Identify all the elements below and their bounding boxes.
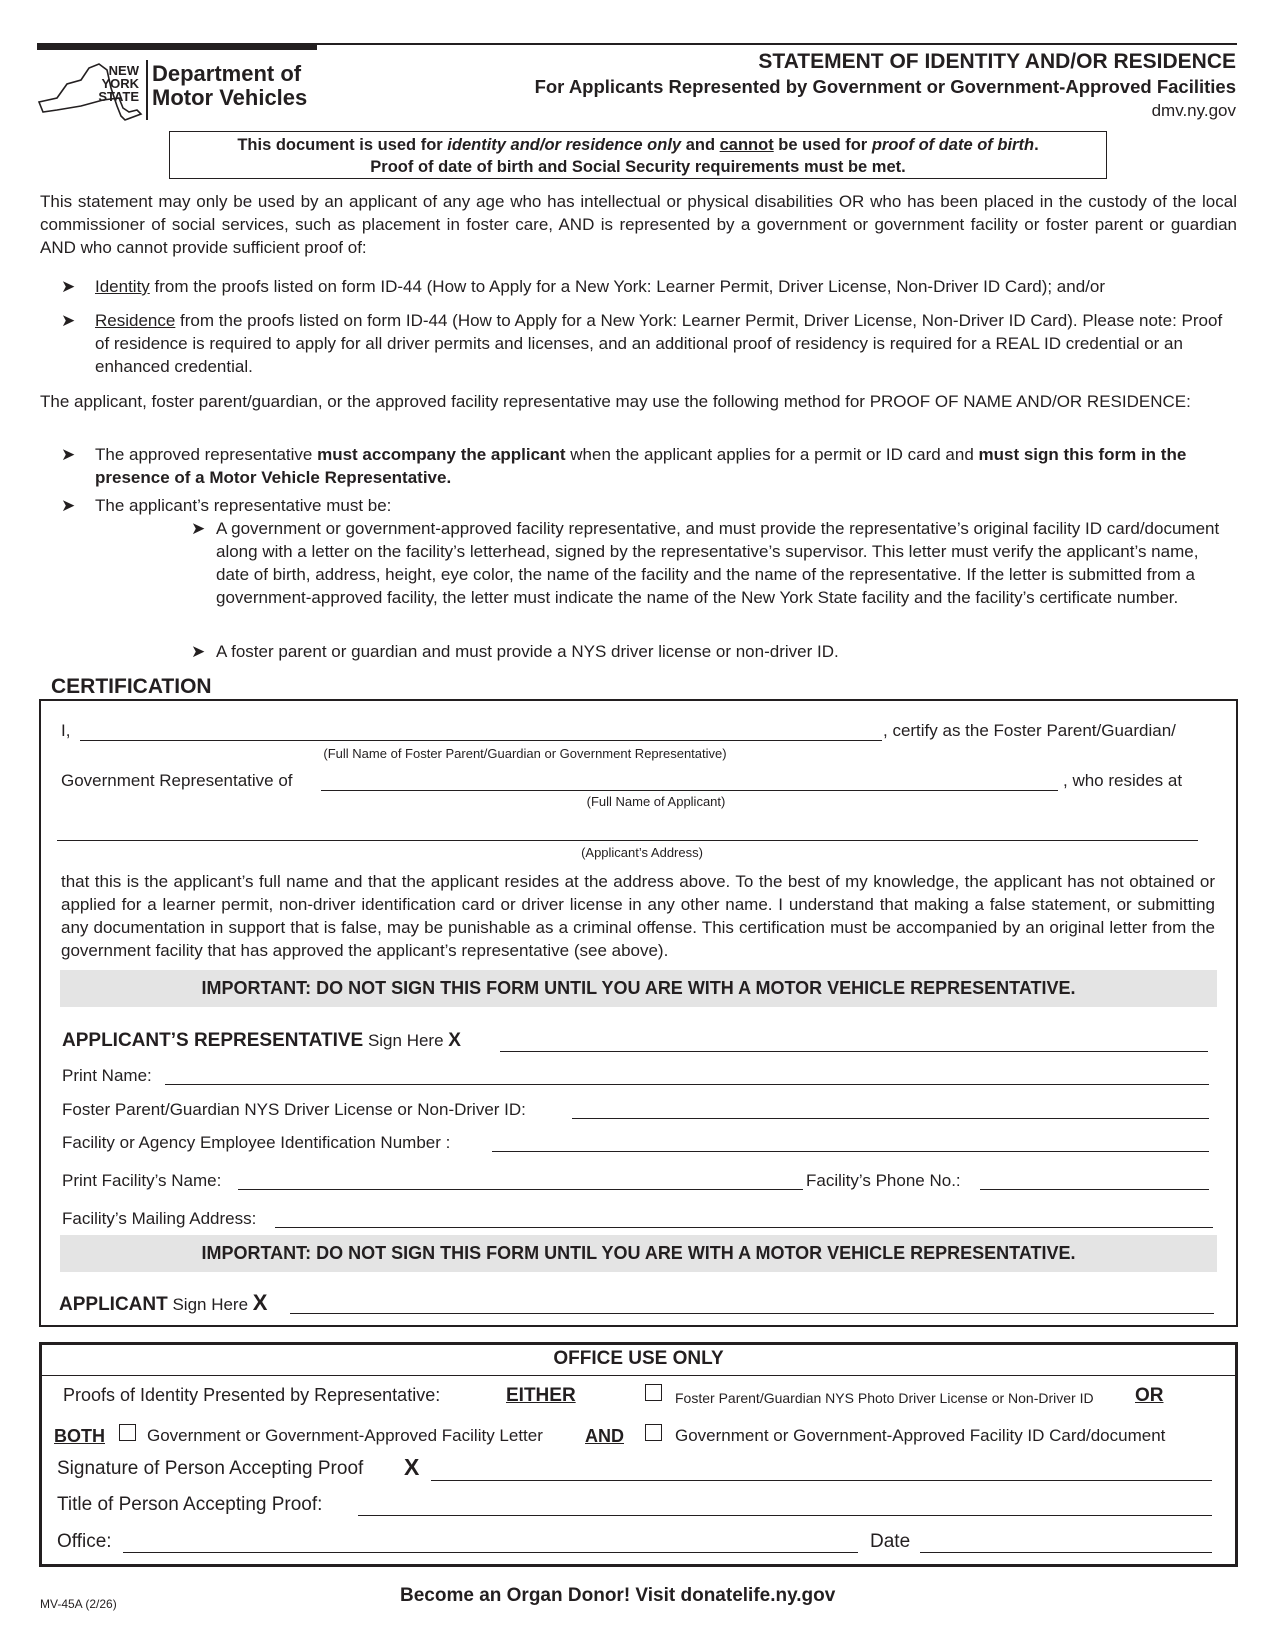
residence-bullet: Residence from the proofs listed on form ID-44 (How to Apply for a New York: Learner Permit, Driver License, Non-Driver ID Card). Please note: Proof of residence is required to apply for all driver permits and licenses, and an additional proof of residency is required for a REAL ID credential or an enhanced credential. (95, 311, 1223, 376)
rep-full-name-field[interactable] (80, 740, 882, 741)
arrow-bullet-icon: ➤ (61, 311, 76, 330)
logo-york: YORK (101, 76, 139, 91)
accompany-bullet: The approved representative must accompany the applicant when the applicant applies for a permit or ID card and must sign this form in the presence of a Motor Vehicle Representative. (95, 445, 1187, 487)
facility-name-label: Print Facility’s Name: (62, 1171, 222, 1190)
print-name-field[interactable] (165, 1084, 1209, 1085)
i-label: I, (61, 721, 71, 740)
office-field[interactable] (123, 1552, 858, 1553)
important-banner-2: IMPORTANT: DO NOT SIGN THIS FORM UNTIL YOU ARE WITH A MOTOR VEHICLE REPRESENTATIVE. (60, 1235, 1217, 1272)
notice-line2: Proof of date of birth and Social Security requirements must be met. (370, 158, 906, 176)
rep-full-name-caption: (Full Name of Foster Parent/Guardian or Government Representative) (323, 746, 727, 761)
and-label: AND (585, 1426, 624, 1446)
arrow-bullet-icon: ➤ (61, 277, 76, 296)
logo-state: STATE (98, 89, 139, 104)
department-name (152, 62, 307, 110)
facility-address-label: Facility’s Mailing Address: (62, 1209, 257, 1228)
applicant-address-field[interactable] (57, 840, 1198, 841)
foster-parent-bullet: A foster parent or guardian and must provide a NYS driver license or non-driver ID. (216, 642, 839, 661)
date-field[interactable] (920, 1552, 1212, 1553)
notice-line1: This document is used for identity and/or residence only and cannot be used for proof of date of birth. (237, 136, 1039, 154)
accepting-signature-x: X (404, 1454, 420, 1480)
method-paragraph: The applicant, foster parent/guardian, or the approved facility representative may use the following method for PROOF OF NAME AND/OR RESIDENCE: (40, 392, 1191, 411)
accepting-title-label: Title of Person Accepting Proof: (57, 1494, 323, 1515)
arrow-bullet-icon: ➤ (191, 642, 206, 661)
department-line1: Department of (152, 61, 302, 86)
rep-signature-label: APPLICANT’S REPRESENTATIVE Sign Here X (62, 1030, 461, 1051)
print-name-label: Print Name: (62, 1066, 152, 1085)
office-use-heading: OFFICE USE ONLY (39, 1342, 1238, 1376)
rep-signature-field[interactable] (500, 1051, 1208, 1052)
facility-id-checkbox[interactable] (645, 1424, 662, 1441)
government-rep-bullet: A government or government-approved facility representative, and must provide the representative’s original facility ID card/document along with a letter on the facility’s letterhead, signed by the representative’s supervisor. This letter must verify the applicant’s name, date of birth, address, height, eye color, the name of the facility and the name of the representative. If the letter is submitted from a government-approved facility, the letter must indicate the name of the New York State facility and the facility’s certificate number. (216, 519, 1220, 607)
arrow-bullet-icon: ➤ (61, 445, 76, 464)
form-subtitle: For Applicants Represented by Government or Government-Approved Facilities (534, 76, 1236, 97)
employee-id-field[interactable] (492, 1151, 1209, 1152)
applicant-signature-label: APPLICANT Sign Here X (59, 1290, 268, 1315)
office-label: Office: (57, 1531, 112, 1552)
either-label: EITHER (506, 1385, 576, 1406)
logo-wordmark (95, 64, 139, 103)
accepting-signature-field[interactable] (431, 1480, 1212, 1481)
facility-letter-option-label: Government or Government-Approved Facility Letter (147, 1426, 543, 1445)
who-resides-label: , who resides at (1063, 771, 1183, 790)
applicant-signature-field[interactable] (290, 1313, 1214, 1314)
gov-rep-of-label: Government Representative of (61, 771, 293, 790)
applicant-address-caption: (Applicant’s Address) (581, 845, 703, 860)
facility-name-field[interactable] (238, 1189, 803, 1190)
facility-letter-checkbox[interactable] (119, 1424, 136, 1441)
foster-license-field[interactable] (572, 1118, 1209, 1119)
form-number: MV-45A (2/26) (40, 1597, 117, 1611)
certify-text: , certify as the Foster Parent/Guardian/ (883, 721, 1176, 740)
or-label: OR (1135, 1385, 1164, 1406)
foster-license-option-label: Foster Parent/Guardian NYS Photo Driver License or Non-Driver ID (675, 1390, 1094, 1406)
accepting-signature-label: Signature of Person Accepting Proof (57, 1458, 364, 1479)
facility-address-field[interactable] (275, 1227, 1213, 1228)
website-link[interactable]: dmv.ny.gov (1151, 101, 1236, 120)
certification-heading: CERTIFICATION (51, 675, 212, 698)
both-label: BOTH (54, 1426, 105, 1446)
foster-license-label: Foster Parent/Guardian NYS Driver License or Non-Driver ID: (62, 1100, 526, 1119)
employee-id-label: Facility or Agency Employee Identification Number : (62, 1133, 451, 1152)
notice-box (169, 131, 1107, 179)
important-banner-1: IMPORTANT: DO NOT SIGN THIS FORM UNTIL YOU ARE WITH A MOTOR VEHICLE REPRESENTATIVE. (60, 970, 1217, 1007)
arrow-bullet-icon: ➤ (61, 496, 76, 515)
proofs-label: Proofs of Identity Presented by Representative: (63, 1385, 441, 1405)
facility-phone-label: Facility’s Phone No.: (806, 1171, 961, 1190)
arrow-bullet-icon: ➤ (191, 519, 206, 538)
logo-new: NEW (108, 63, 139, 78)
representative-bullet: The applicant’s representative must be: (95, 496, 392, 515)
form-title: STATEMENT OF IDENTITY AND/OR RESIDENCE (758, 50, 1236, 73)
facility-id-option-label: Government or Government-Approved Facility ID Card/document (675, 1426, 1166, 1445)
facility-phone-field[interactable] (980, 1189, 1209, 1190)
foster-license-checkbox[interactable] (645, 1384, 662, 1401)
header-rule-thick (37, 43, 317, 50)
intro-paragraph: This statement may only be used by an applicant of any age who has intellectual or physical disabilities OR who has been placed in the custody of the local commissioner of social services, such as placement in foster care, AND is represented by a government or government facility or foster parent or guardian AND who cannot provide sufficient proof of: (40, 192, 1237, 257)
accepting-title-field[interactable] (358, 1515, 1212, 1516)
organ-donor-message: Become an Organ Donor! Visit donatelife.ny.gov (400, 1585, 836, 1606)
certification-body: that this is the applicant’s full name and that the applicant resides at the address above. To the best of my knowledge, the applicant has not obtained or applied for a learner permit, non-driver identification card or driver license in any other name. I understand that making a false statement, or submitting any documentation in support that is false, may be punishable as a criminal offense. This certification must be accompanied by an original letter from the government facility that has approved the applicant’s representative (see above). (61, 872, 1215, 960)
identity-bullet: Identity from the proofs listed on form ID-44 (How to Apply for a New York: Learner Permit, Driver License, Non-Driver ID Card); and/or (95, 277, 1106, 296)
department-line2: Motor Vehicles (152, 85, 308, 110)
date-label: Date (870, 1531, 911, 1552)
applicant-full-name-field[interactable] (321, 790, 1058, 791)
applicant-name-caption: (Full Name of Applicant) (586, 794, 726, 809)
